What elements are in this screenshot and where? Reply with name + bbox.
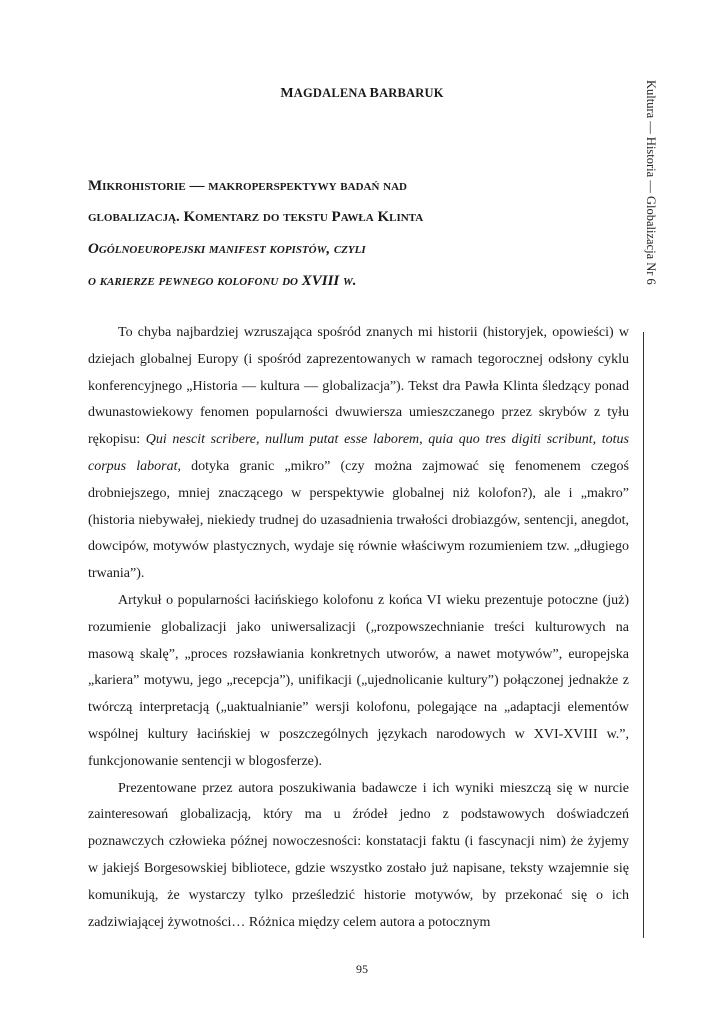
paragraph-3: Prezentowane przez autora poszukiwania badawcze i ich wyniki mieszczą się w nurcie zainteresowań globalizacją, który ma u źródeł jedno z podstawowych doświadczeń poznawczych człowieka późnej nowoczesności: konstatacji faktu (i fascynacji nim) że żyjemy w jakiejś Borgesowskiej bibliotece, gdzie wszystko zostało już napisane, teksty wzajemnie się komunikują, że wystarczy tylko prześledzić historie motywów, by przekonać się o ich zadziwiającej żywotności… Różnica między celem autora a potocznym: [88, 780, 629, 930]
title-line-1: Mikrohistorie — makroperspektywy badań nad: [88, 178, 407, 194]
paragraph-2: Artykuł o popularności łacińskiego kolofonu z końca VI wieku prezentuje potoczne (już) rozumienie globalizacji jako uniwersalizacji („rozpowszechnianie treści kulturowych na masową skalę”, „proces rozsławiania konkretnych utworów, a nawet motywów”, europejska „kariera” motywu, jego „recepcja”), unifikacji („ujednolicanie kultury”) połączonej jednakże z twórczą interpretacją („uaktualnianie” wersji kolofonu, polegające na „adaptacji elementów wspólnej kultury łacińskiej w poszczególnych językach narodowych w XVI-XVIII w.”, funkcjonowanie sentencji w blogosferze).: [88, 592, 629, 769]
latin-quote: Qui nescit scribere, nullum putat esse laborem, quia quo tres digiti scribunt, totus corpus laborat: [88, 432, 629, 474]
margin-rule: [643, 332, 644, 938]
author-name: MAGDALENA BARBARUK: [280, 86, 444, 101]
title-line-4: o karierze pewnego kolofonu do XVIII w.: [88, 273, 357, 289]
paragraph-1: To chyba najbardziej wzruszająca spośród znanych mi historii (historyjek, opowieści) w dziejach globalnej Europy (i spośród zaprezentowanych w ramach tegorocznej odsłony cyklu konferencyjnego „Historia — kultura — globalizacja”). Tekst dra Pawła Klinta śledzący ponad dwunastowiekowy fenomen popularności dwuwiersza umieszczanego przez skrybów z tyłu rękopisu: Qui nescit scribere, nullum putat esse laborem, quia quo tres digiti scribunt, totus corpus laborat, dotyka granic „mikro” (czy można zajmować się fenomenem czegoś drobniejszego, mniej znaczącego w perspektywie globalnej niż kolofon?), ale i „makro” (historia niebywałej, niekiedy trudnej do uzasadnienia trwałości drobiazgów, sentencji, anegdot, dowcipów, motywów plastycznych, wydaje się równie właściwym rozumieniem tzw. „długiego trwania”).: [88, 325, 629, 582]
article-body: [88, 320, 629, 936]
title-line-3: Ogólnoeuropejski manifest kopistów, czyli: [88, 241, 366, 257]
page-number: 95: [356, 962, 368, 976]
title-line-2: globalizacją. Komentarz do tekstu Pawła Klinta: [88, 209, 424, 225]
running-header-vertical: Kultura — Historia — Globalizacja Nr 6: [644, 80, 658, 285]
